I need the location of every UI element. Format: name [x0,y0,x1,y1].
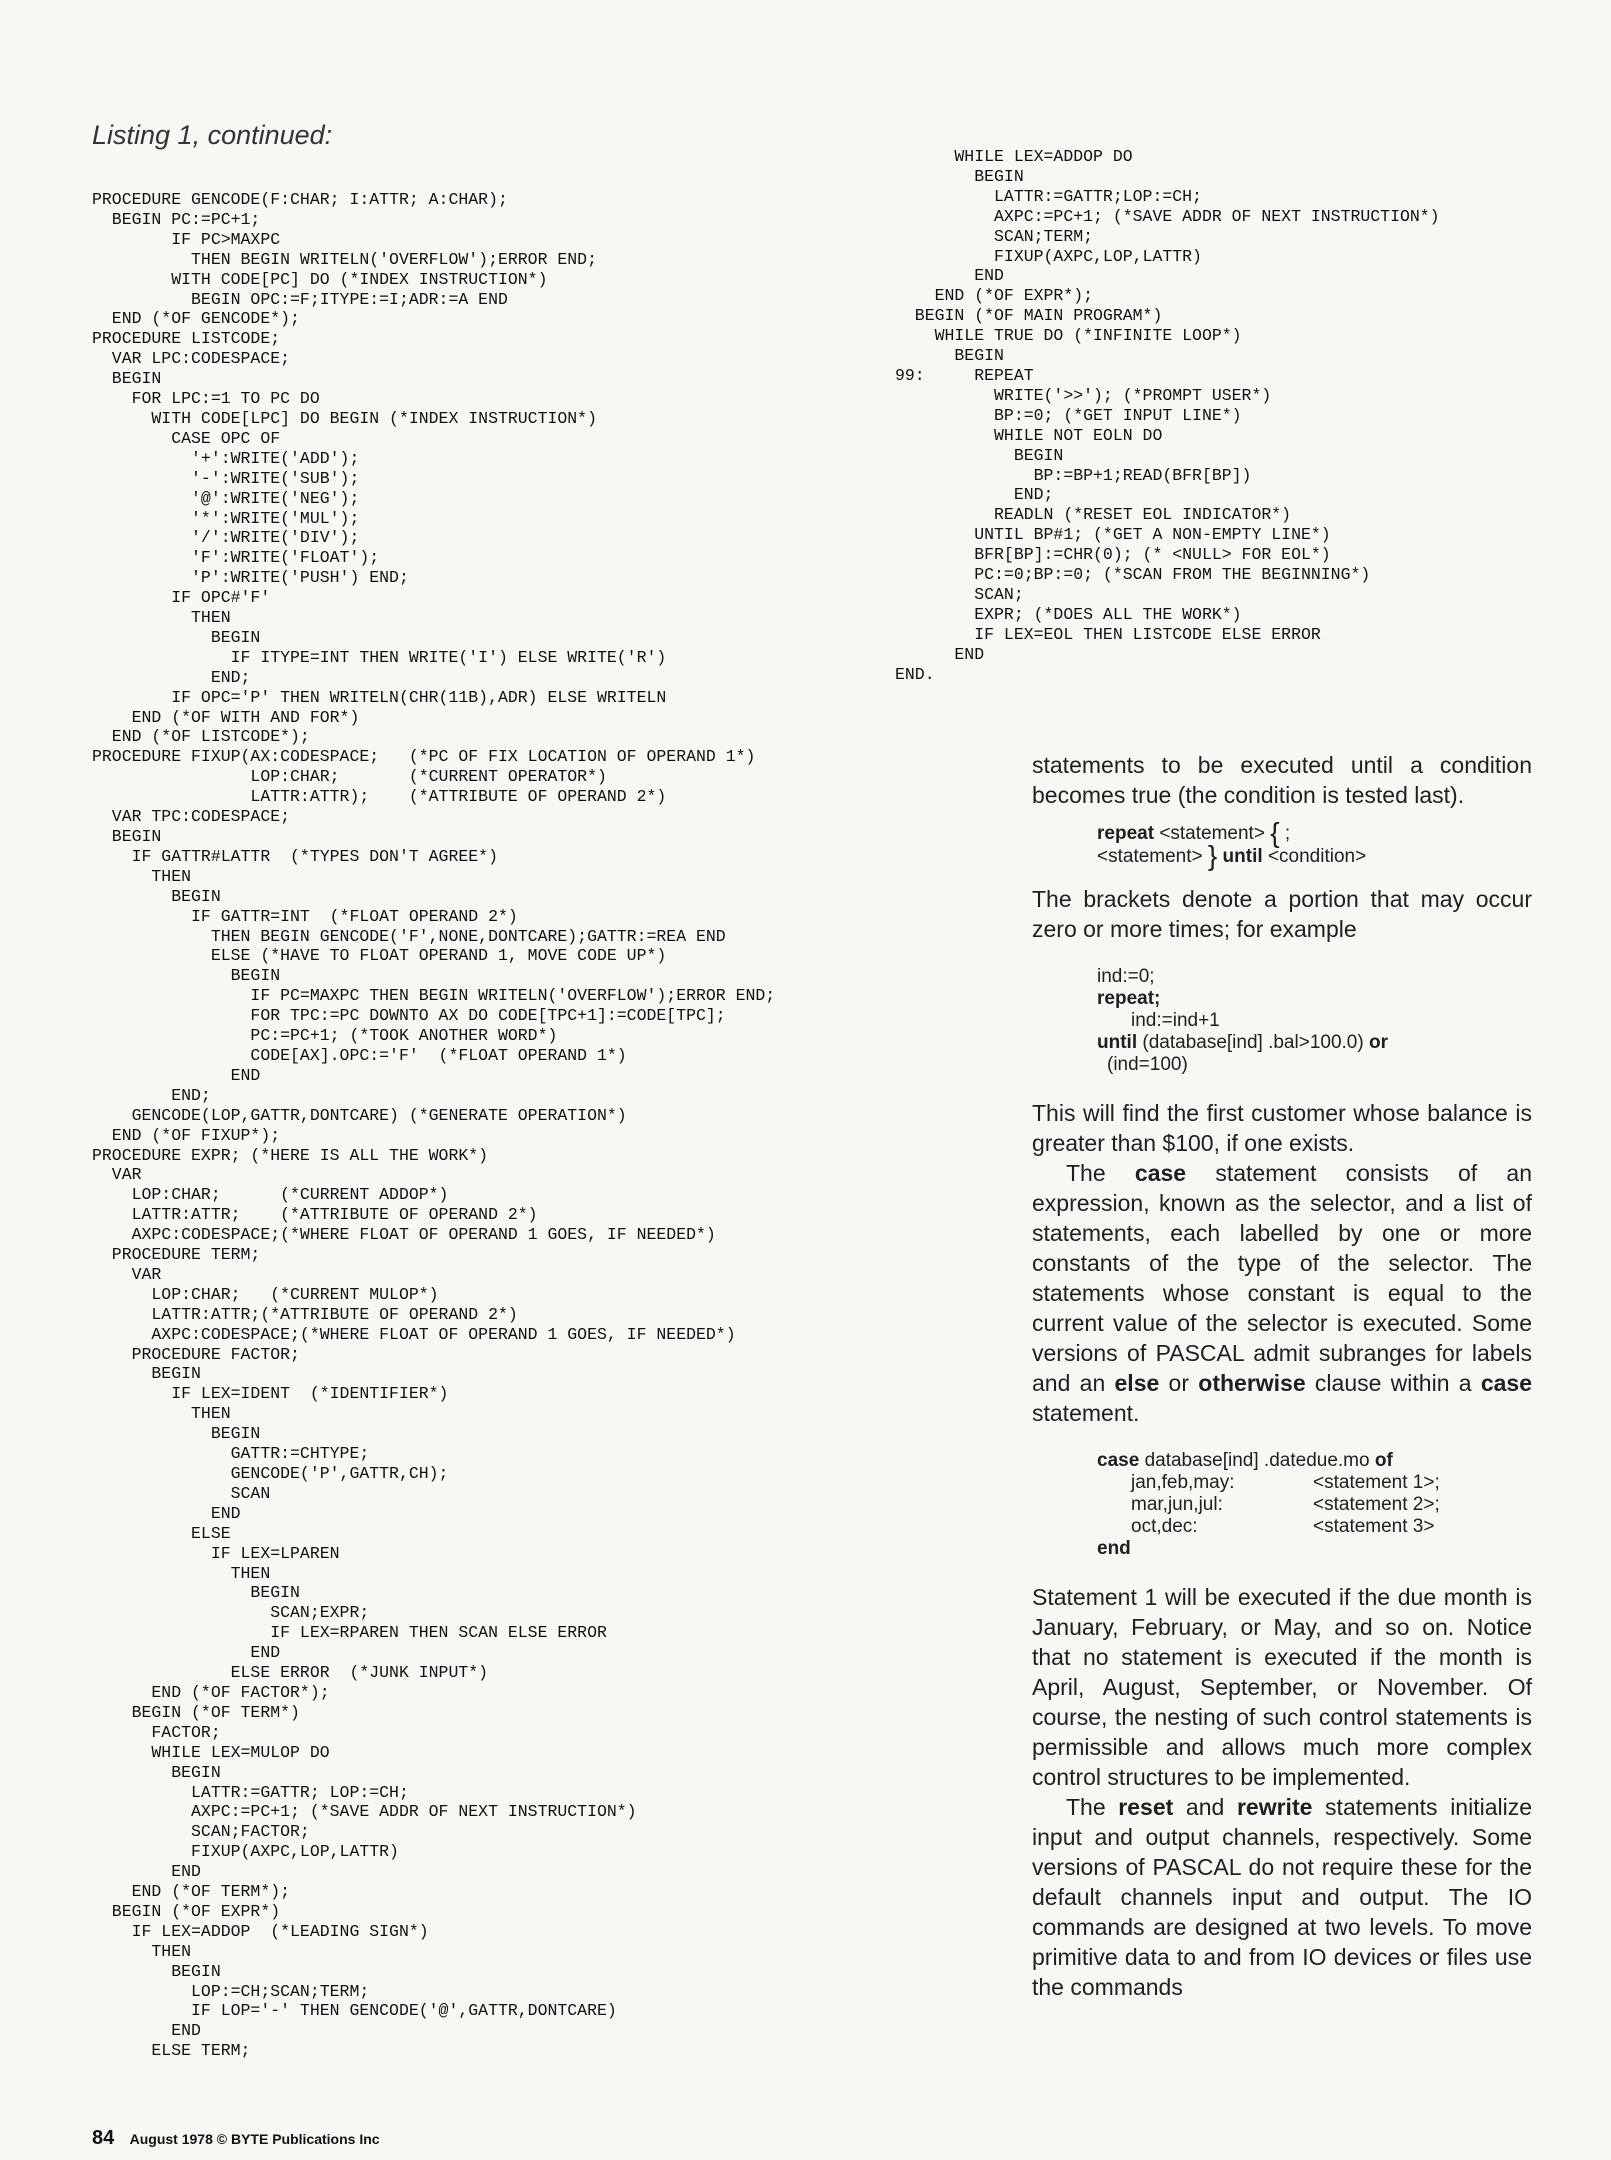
brace-close: } [1207,840,1218,871]
case-row: jan,feb,may: <statement 1>; [1131,1472,1440,1493]
keyword-repeat: repeat [1097,823,1155,844]
case-row: mar,jun,jul: <statement 2>; [1131,1494,1440,1515]
keyword-until: until [1222,846,1263,867]
page-number: 84 [92,2127,115,2149]
case-code-example: case database[ind] .datedue.mo of jan,feb,may: <statement 1>; mar,jun,jul: <statement 2>; oct,dec: <statement 3> end [1097,1450,1532,1560]
paragraph-1: statements to be executed until a condition becomes true (the condition is tested last). [1032,752,1532,808]
repeat-code-example: ind:=0; repeat; ind:=ind+1 until (database[ind] .bal>100.0) or (ind=100) [1097,966,1388,1075]
code-listing-right: WHILE LEX=ADDOP DO BEGIN LATTR:=GATTR;LOP:=CH; AXPC:=PC+1; (*SAVE ADDR OF NEXT INSTRUCTION*) SCAN;TERM; FIXUP(AXPC,LOP,LATTR) END END (*OF EXPR*); BEGIN (*OF MAIN PROGRAM*) WHILE TRUE DO (*INFINITE LOOP*) BEGIN 99: REPEAT WRITE('>>'); (*PROMPT USER*) BP:=0; (*GET INPUT LINE*) WHILE NOT EOLN DO BEGIN BP:=BP+1;READ(BFR[BP]) END; READLN (*RESET EOL INDICATOR*) UNTIL BP#1; (*GET A NON-EMPTY LINE*) BFR[BP]:=CHR(0); (* <NULL> FOR EOL*) PC:=0;BP:=0; (*SCAN FROM THE BEGINNING*) SCAN; EXPR; (*DOES ALL THE WORK*) IF LEX=EOL THEN LISTCODE ELSE ERROR END END. [895,147,1440,684]
paragraph-6: The reset and rewrite statements initialize input and output channels, respectively. Some versions of PASCAL do not require these for the default channels input and output. The IO commands are designed at two levels. To move primitive data to and from IO devices or files use the commands [1032,1794,1533,2000]
case-row: oct,dec: <statement 3> [1131,1516,1435,1537]
prose-column [1032,750,1532,2002]
page-footer [92,2127,380,2150]
repeat-syntax-example: repeat <statement> { ; <statement> } until <condition> [1097,817,1367,871]
brace-open: { [1270,817,1280,848]
paragraph-4: The case statement consists of an expression, known as the selector, and a list of statements, each labelled by one or more constants of the type of the selector. The statements whose constant is equal to the current value of the selector is executed. Some versions of PASCAL admit subranges for labels and an else or otherwise clause within a case statement. [1032,1160,1532,1426]
paragraph-3: This will find the first customer whose balance is greater than $100, if one exists. [1032,1100,1532,1156]
listing-heading: Listing 1, continued: [92,120,333,150]
paragraph-5: Statement 1 will be executed if the due month is January, February, or May, and so on. Notice that no statement is executed if the month is April, August, September, or November. Of course, the nesting of such control statements is permissible and allows much more complex control structures to be implemented. [1032,1584,1532,1790]
footer-credit: August 1978 © BYTE Publications Inc [129,2131,380,2147]
code-listing-left: PROCEDURE GENCODE(F:CHAR; I:ATTR; A:CHAR); BEGIN PC:=PC+1; IF PC>MAXPC THEN BEGIN WRITELN('OVERFLOW');ERROR END; WITH CODE[PC] DO (*INDEX INSTRUCTION*) BEGIN OPC:=F;ITYPE:=I;ADR:=A END END (*OF GENCODE*); PROCEDURE LISTCODE; VAR LPC:CODESPACE; BEGIN FOR LPC:=1 TO PC DO WITH CODE[LPC] DO BEGIN (*INDEX INSTRUCTION*) CASE OPC OF '+':WRITE('ADD'); '-':WRITE('SUB'); '@':WRITE('NEG'); '*':WRITE('MUL'); '/':WRITE('DIV'); 'F':WRITE('FLOAT'); 'P':WRITE('PUSH') END; IF OPC#'F' THEN BEGIN IF ITYPE=INT THEN WRITE('I') ELSE WRITE('R') END; IF OPC='P' THEN WRITELN(CHR(11B),ADR) ELSE WRITELN END (*OF WITH AND FOR*) END (*OF LISTCODE*); PROCEDURE FIXUP(AX:CODESPACE; (*PC OF FIX LOCATION OF OPERAND 1*) LOP:CHAR; (*CURRENT OPERATOR*) LATTR:ATTR); (*ATTRIBUTE OF OPERAND 2*) VAR TPC:CODESPACE; BEGIN IF GATTR#LATTR (*TYPES DON'T AGREE*) THEN BEGIN IF GATTR=INT (*FLOAT OPERAND 2*) THEN BEGIN GENCODE('F',NONE,DONTCARE);GATTR:=REA END ELSE (*HAVE TO FLOAT OPERAND 1, MOVE CODE UP*) BEGIN IF PC=MAXPC THEN BEGIN WRITELN('OVERFLOW');ERROR END; FOR TPC:=PC DOWNTO AX DO CODE[TPC+1]:=CODE[TPC]; PC:=PC+1; (*TOOK ANOTHER WORD*) CODE[AX].OPC:='F' (*FLOAT OPERAND 1*) END END; GENCODE(LOP,GATTR,DONTCARE) (*GENERATE OPERATION*) END (*OF FIXUP*); PROCEDURE EXPR; (*HERE IS ALL THE WORK*) VAR LOP:CHAR; (*CURRENT ADDOP*) LATTR:ATTR; (*ATTRIBUTE OF OPERAND 2*) AXPC:CODESPACE;(*WHERE FLOAT OF OPERAND 1 GOES, IF NEEDED*) PROCEDURE TERM; VAR LOP:CHAR; (*CURRENT MULOP*) LATTR:ATTR;(*ATTRIBUTE OF OPERAND 2*) AXPC:CODESPACE;(*WHERE FLOAT OF OPERAND 1 GOES, IF NEEDED*) PROCEDURE FACTOR; BEGIN IF LEX=IDENT (*IDENTIFIER*) THEN BEGIN GATTR:=CHTYPE; GENCODE('P',GATTR,CH); SCAN END ELSE IF LEX=LPAREN THEN BEGIN SCAN;EXPR; IF LEX=RPAREN THEN SCAN ELSE ERROR END ELSE ERROR (*JUNK INPUT*) END (*OF FACTOR*); BEGIN (*OF TERM*) FACTOR; WHILE LEX=MULOP DO BEGIN LATTR:=GATTR; LOP:=CH; AXPC:=PC+1; (*SAVE ADDR OF NEXT INSTRUCTION*) SCAN;FACTOR; FIXUP(AXPC,LOP,LATTR) END END (*OF TERM*); BEGIN (*OF EXPR*) IF LEX=ADDOP (*LEADING SIGN*) THEN BEGIN LOP:=CH;SCAN;TERM; IF LOP='-' THEN GENCODE('@',GATTR,DONTCARE) END ELSE TERM; [92,190,776,2061]
paragraph-2: The brackets denote a portion that may occur zero or more times; for example [1032,886,1532,942]
